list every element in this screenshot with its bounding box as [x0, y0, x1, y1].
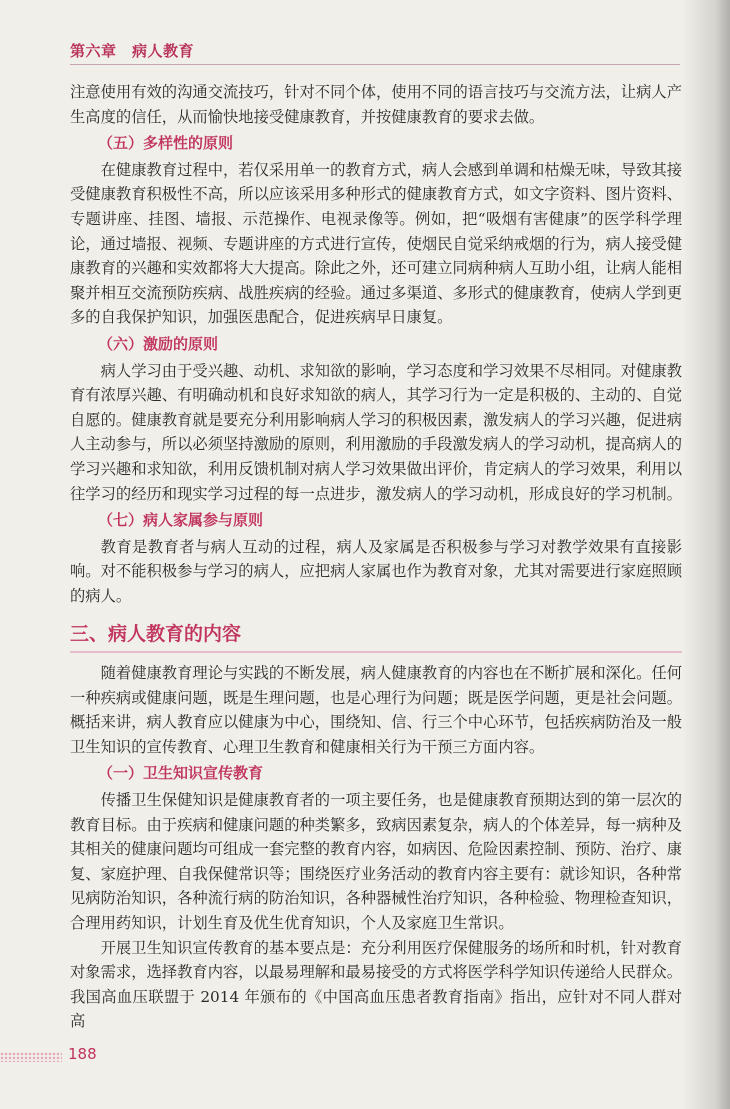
- page-footer: [0, 1043, 730, 1073]
- page-body: [70, 80, 682, 1034]
- paragraph-health-knowledge: 传播卫生保健知识是健康教育者的一项主要任务，也是健康教育预期达到的第一层次的教育目标。由于疾病和健康问题的种类繁多，致病因素复杂，病人的个体差异，每一病种及其相关的健康问题均可组成一套完整的教育内容，如病因、危险因素控制、预防、治疗、康复、家庭护理、自我保健常识等；围绕医疗业务活动的教育内容主要有：就诊知识，各种常见病防治知识，各种流行病的防治知识，各种器械性治疗知识，各种检验、物理检查知识，合理用药知识，计划生育及优生优育知识，个人及家庭卫生常识。: [70, 791, 682, 932]
- decorative-dot-pattern: [0, 1052, 62, 1062]
- subheading-family-participation: （七）病人家属参与原则: [98, 511, 264, 530]
- subheading-motivation-principle: （六）激励的原则: [98, 334, 219, 353]
- section-heading: [70, 622, 682, 653]
- paragraph-diversity: 在健康教育过程中，若仅采用单一的教育方式，病人会感到单调和枯燥无味，导致其接受健康教育积极性不高，所以应该采用多种形式的健康教育方式，如文字资料、图片资料、专题讲座、挂图、墙报、示范操作、电视录像等。例如，把“吸烟有害健康”的医学科学理论，通过墙报、视频、专题讲座的方式进行宣传，使烟民自觉采纳戒烟的行为，病人接受健康教育的兴趣和实效都将大大提高。除此之外，还可建立同病种病人互助小组，让病人能相聚并相互交流预防疾病、战胜疾病的经验。通过多渠道、多形式的健康教育，使病人学到更多的自我保护知识，加强医患配合，促进疾病早日康复。: [70, 160, 682, 327]
- paragraph-content-overview: 随着健康教育理论与实践的不断发展，病人健康教育的内容也在不断扩展和深化。任何一种疾病或健康问题，既是生理问题，也是心理行为问题；既是医学问题，更是社会问题。概括来讲，病人教育应以健康为中心，围绕知、信、行三个中心环节，包括疾病防治及一般卫生知识的宣传教育、心理卫生教育和健康相关行为干预三方面内容。: [70, 664, 682, 756]
- page-edge-shadow: [682, 0, 730, 1109]
- paragraph-family-participation: 教育是教育者与病人互动的过程，病人及家属是否积极参与学习对教学效果有直接影响。对不能积极参与学习的病人，应把病人家属也作为教育对象，尤其对需要进行家庭照顾的病人。: [70, 537, 682, 605]
- subheading-diversity-principle: （五）多样性的原则: [98, 134, 234, 153]
- paragraph-motivation: 病人学习由于受兴趣、动机、求知欲的影响，学习态度和学习效果不尽相同。对健康教育有浓厚兴趣、有明确动机和良好求知欲的病人，其学习行为一定是积极的、主动的、自觉自愿的。健康教育就是要充分利用影响病人学习的积极因素，激发病人的学习兴趣，促进病人主动参与，所以必须坚持激励的原则，利用激励的手段激发病人的学习动机，提高病人的学习兴趣和求知欲，利用反馈机制对病人学习效果做出评价，肯定病人的学习效果，利用以往学习的经历和现实学习过程的每一点进步，激发病人的学习动机，形成良好的学习机制。: [70, 361, 682, 503]
- page-number: 188: [68, 1045, 97, 1063]
- paragraph-continuation: 注意使用有效的沟通交流技巧，针对不同个体，使用不同的语言技巧与交流方法，让病人产生高度的信任，从而愉快地接受健康教育，并按健康教育的要求去做。: [70, 83, 682, 126]
- running-head: 第六章 病人教育: [70, 42, 195, 60]
- header-rule: [70, 64, 680, 65]
- subheading-health-knowledge: （一）卫生知识宣传教育: [98, 764, 264, 783]
- section-heading-text: 三、病人教育的内容: [70, 622, 682, 653]
- paragraph-key-points: 开展卫生知识宣传教育的基本要点是：充分利用医疗保健服务的场所和时机，针对教育对象需求，选择教育内容，以最易理解和最易接受的方式将医学科学知识传递给人民群众。我国高血压联盟于 2014 年颁布的《中国高血压患者教育指南》指出，应针对不同人群对高: [70, 938, 682, 1031]
